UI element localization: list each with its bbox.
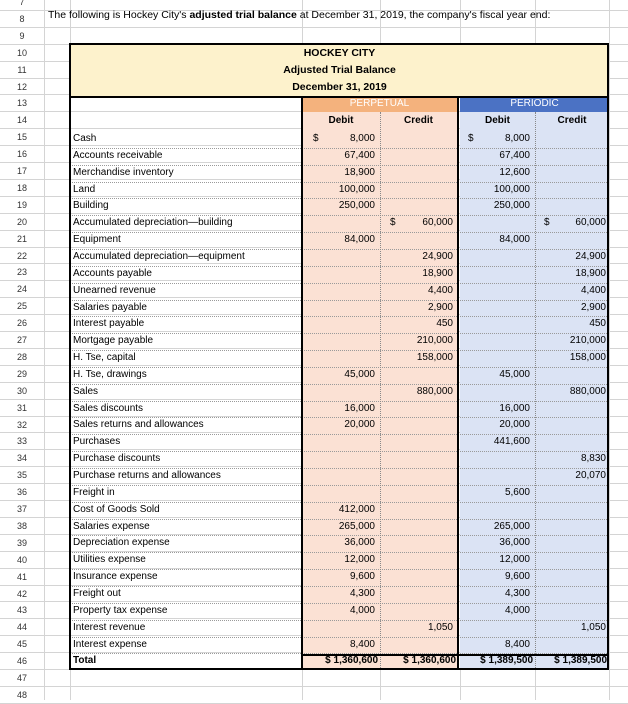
amount-peri-credit: 450 — [589, 318, 606, 330]
amount-peri-credit: 880,000 — [569, 385, 606, 397]
row-number[interactable]: 20 — [16, 216, 27, 227]
account-name: Building — [73, 200, 109, 212]
row-number[interactable]: 12 — [16, 81, 27, 92]
amount-perp-debit: 8,400 — [349, 638, 375, 650]
grid-column-line — [44, 0, 45, 700]
account-name: Salaries expense — [73, 520, 150, 532]
amount-peri-debit: 9,600 — [504, 571, 530, 583]
account-name: Cash — [73, 133, 97, 144]
periodic-debit-header: Debit — [485, 115, 510, 126]
trial-balance-border — [69, 43, 609, 670]
row-number[interactable]: 9 — [19, 30, 25, 41]
account-name: Interest expense — [73, 638, 147, 650]
amount-perp-credit: 450 — [436, 318, 453, 330]
row-number[interactable]: 41 — [16, 571, 27, 582]
account-name: Unearned revenue — [73, 284, 156, 296]
amount-peri-credit: 4,400 — [580, 284, 606, 296]
amount-perp-credit: 18,900 — [422, 267, 453, 279]
amount-perp-credit: 158,000 — [416, 352, 453, 364]
amount-peri-debit: 12,600 — [499, 166, 530, 178]
amount-perp-debit: 20,000 — [344, 419, 375, 431]
row-number[interactable]: 13 — [16, 98, 27, 109]
amount-perp-debit: 4,300 — [349, 587, 375, 599]
row-number[interactable]: 36 — [16, 487, 27, 498]
account-name: H. Tse, drawings — [73, 368, 147, 380]
row-number[interactable]: 43 — [16, 605, 27, 616]
perpetual-debit-header: Debit — [328, 115, 354, 126]
account-name: Sales discounts — [73, 402, 144, 414]
amount-perp-debit: 4,000 — [349, 604, 375, 616]
amount-peri-debit: 5,600 — [504, 486, 530, 498]
amount-peri-debit: 45,000 — [499, 368, 530, 380]
account-name: Accounts receivable — [73, 149, 163, 161]
row-number[interactable]: 48 — [16, 689, 27, 700]
row-number[interactable]: 26 — [16, 318, 27, 329]
total-label: Total — [73, 655, 97, 667]
amount-perp-debit: 412,000 — [338, 503, 375, 515]
amount-perp-debit: 250,000 — [338, 200, 375, 212]
amount-perp-debit: 18,900 — [344, 166, 375, 178]
perpetual-header: PERPETUAL — [302, 96, 457, 112]
report-date: December 31, 2019 — [292, 81, 387, 93]
account-name: Purchase discounts — [73, 453, 161, 465]
account-name: Cost of Goods Sold — [73, 503, 160, 515]
account-name: Sales — [73, 385, 99, 397]
amount-peri-debit: 4,000 — [504, 604, 530, 616]
row-number[interactable]: 30 — [16, 385, 27, 396]
row-number[interactable]: 35 — [16, 470, 27, 481]
amount-perp-credit: 1,050 — [427, 621, 453, 633]
row-number[interactable]: 25 — [16, 301, 27, 312]
amount-perp-debit: 84,000 — [344, 234, 375, 246]
row-number[interactable]: 40 — [16, 554, 27, 565]
grid-row-line — [0, 686, 628, 687]
row-number[interactable]: 33 — [16, 436, 27, 447]
dollar-sign: $ — [544, 217, 550, 229]
row-number[interactable]: 8 — [19, 13, 25, 24]
account-name: Interest revenue — [73, 621, 146, 633]
account-name: Land — [73, 183, 96, 195]
row-number[interactable]: 24 — [16, 284, 27, 295]
total-periodic-credit: $ 1,389,500 — [554, 655, 607, 667]
intro-text: The following is Hockey City's adjusted trial balance at December 31, 2019, the company's fiscal year end: — [48, 9, 551, 21]
amount-perp-debit: 12,000 — [344, 554, 375, 566]
amount-peri-debit: 8,400 — [504, 638, 530, 650]
amount-perp-credit: 2,900 — [427, 301, 453, 313]
row-number[interactable]: 37 — [16, 504, 27, 514]
dollar-sign: $ — [390, 217, 396, 229]
dollar-sign: $ — [313, 133, 319, 144]
amount-perp-debit: 45,000 — [344, 368, 375, 380]
row-number[interactable]: 19 — [16, 199, 27, 210]
row-number[interactable]: 42 — [16, 588, 27, 599]
account-name: Accumulated depreciation—building — [73, 217, 233, 229]
amount-peri-debit: 36,000 — [499, 537, 530, 549]
amount-peri-debit: 250,000 — [493, 200, 530, 212]
amount-perp-debit: 8,000 — [349, 133, 375, 144]
amount-peri-debit: 12,000 — [499, 554, 530, 566]
amount-peri-debit: 67,400 — [499, 149, 530, 161]
account-name: Utilities expense — [73, 554, 146, 566]
account-name: Merchandise inventory — [73, 166, 174, 178]
amount-peri-debit: 20,000 — [499, 419, 530, 431]
account-name: H. Tse, capital — [73, 352, 136, 364]
row-number[interactable]: 34 — [16, 453, 27, 464]
amount-peri-credit: 210,000 — [569, 335, 606, 347]
amount-perp-debit: 100,000 — [338, 183, 375, 195]
account-name: Freight in — [73, 486, 115, 498]
amount-peri-debit: 100,000 — [493, 183, 530, 195]
amount-perp-credit: 24,900 — [422, 250, 453, 262]
amount-perp-debit: 265,000 — [338, 520, 375, 532]
amount-peri-credit: 60,000 — [575, 217, 606, 229]
account-name: Depreciation expense — [73, 537, 170, 549]
row-number[interactable]: 10 — [16, 47, 27, 58]
amount-perp-debit: 67,400 — [344, 149, 375, 161]
account-name: Freight out — [73, 587, 121, 599]
account-name: Interest payable — [73, 318, 145, 330]
amount-peri-credit: 1,050 — [580, 621, 606, 633]
periodic-header: PERIODIC — [460, 96, 609, 112]
periodic-credit-header: Credit — [557, 115, 587, 126]
amount-perp-debit: 9,600 — [349, 571, 375, 583]
account-name: Accounts payable — [73, 267, 152, 279]
amount-perp-credit: 4,400 — [427, 284, 453, 296]
row-number[interactable]: 16 — [16, 149, 27, 160]
row-number[interactable]: 14 — [16, 115, 27, 126]
row-number[interactable]: 46 — [16, 656, 27, 667]
account-name: Property tax expense — [73, 604, 168, 616]
perpetual-credit-header: Credit — [404, 115, 433, 126]
row-number[interactable]: 38 — [16, 520, 27, 531]
row-number[interactable]: 18 — [16, 182, 27, 193]
report-title: Adjusted Trial Balance — [283, 64, 396, 76]
account-name: Purchase returns and allowances — [73, 470, 221, 481]
amount-peri-credit: 24,900 — [575, 250, 606, 262]
amount-peri-debit: 8,000 — [504, 133, 530, 144]
row-number[interactable]: 21 — [16, 233, 27, 244]
amount-peri-debit: 4,300 — [504, 587, 530, 599]
amount-peri-debit: 265,000 — [493, 520, 530, 532]
row-number[interactable]: 31 — [16, 402, 27, 413]
account-name: Purchases — [73, 436, 121, 448]
total-perpetual-credit: $ 1,360,600 — [403, 655, 456, 667]
row-number[interactable]: 47 — [16, 673, 27, 683]
row-number[interactable]: 39 — [16, 537, 27, 548]
amount-peri-debit: 441,600 — [493, 436, 530, 448]
row-number[interactable]: 7 — [19, 0, 25, 7]
account-name: Salaries payable — [73, 301, 147, 313]
amount-peri-debit: 84,000 — [499, 234, 530, 246]
row-number[interactable]: 29 — [16, 368, 27, 379]
dollar-sign: $ — [468, 133, 474, 144]
row-number[interactable]: 28 — [16, 351, 27, 362]
amount-peri-credit: 2,900 — [580, 301, 606, 313]
amount-peri-credit: 20,070 — [575, 470, 606, 481]
company-name: HOCKEY CITY — [303, 47, 376, 59]
grid-column-line — [609, 0, 610, 700]
amount-peri-credit: 8,830 — [580, 453, 606, 465]
row-number[interactable]: 44 — [16, 622, 27, 633]
account-name: Accumulated depreciation—equipment — [73, 250, 245, 262]
total-periodic-debit: $ 1,389,500 — [480, 655, 533, 667]
amount-peri-credit: 158,000 — [569, 352, 606, 364]
amount-perp-debit: 16,000 — [344, 402, 375, 414]
row-number[interactable]: 45 — [16, 639, 27, 650]
row-number[interactable]: 22 — [16, 250, 27, 261]
account-name: Mortgage payable — [73, 335, 154, 347]
amount-perp-debit: 36,000 — [344, 537, 375, 549]
row-number[interactable]: 32 — [16, 419, 27, 430]
row-number[interactable]: 23 — [16, 267, 27, 278]
row-number[interactable]: 11 — [17, 64, 27, 75]
total-perpetual-debit: $ 1,360,600 — [325, 655, 378, 667]
row-number[interactable]: 17 — [16, 166, 27, 176]
grid-row-line — [0, 27, 628, 28]
amount-perp-credit: 880,000 — [416, 385, 453, 397]
account-name: Equipment — [73, 234, 121, 246]
row-number[interactable]: 15 — [16, 132, 27, 143]
amount-perp-credit: 60,000 — [422, 217, 453, 229]
amount-peri-debit: 16,000 — [499, 402, 530, 414]
row-number[interactable]: 27 — [16, 335, 27, 345]
amount-perp-credit: 210,000 — [416, 335, 453, 347]
account-name: Insurance expense — [73, 571, 158, 583]
account-name: Sales returns and allowances — [73, 419, 204, 431]
amount-peri-credit: 18,900 — [575, 267, 606, 279]
